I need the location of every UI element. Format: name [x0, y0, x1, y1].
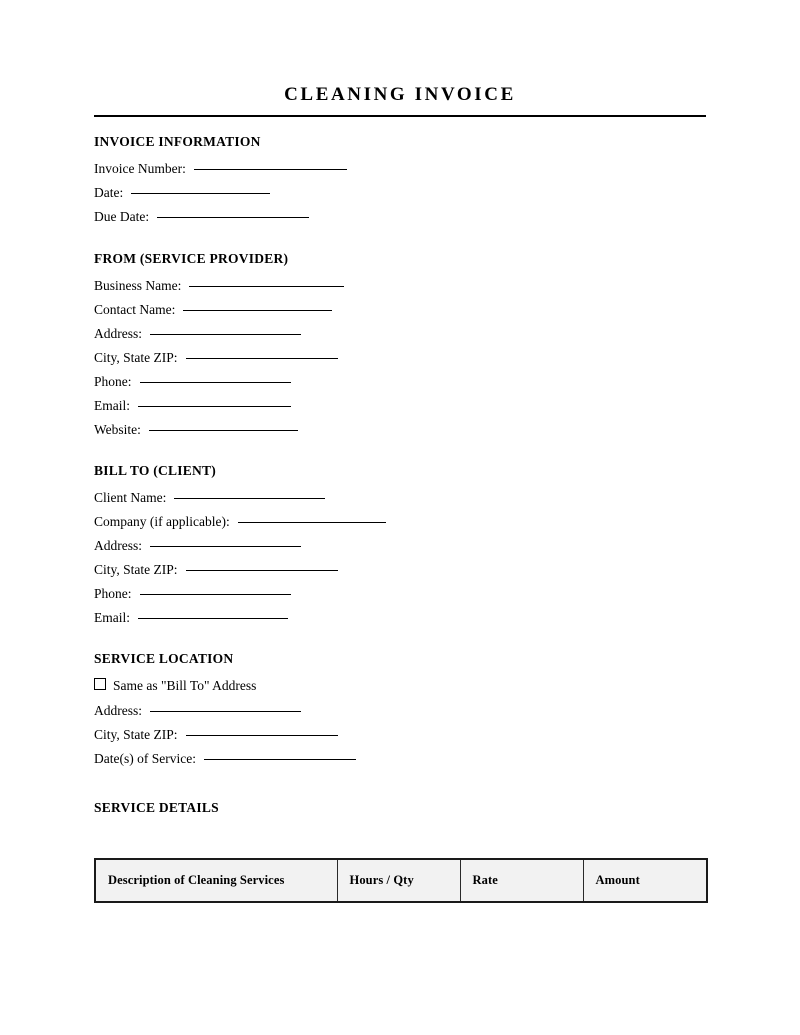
field-label: Business Name: — [94, 278, 182, 293]
field-label: Address: — [94, 538, 142, 553]
field-service-address[interactable] — [94, 702, 356, 726]
field-business-name[interactable] — [94, 277, 344, 301]
field-label: Contact Name: — [94, 302, 176, 317]
field-label: Date: — [94, 185, 124, 200]
section-service-location — [94, 650, 356, 774]
field-input-line[interactable] — [189, 286, 344, 287]
field-input-line[interactable] — [186, 570, 338, 571]
field-label: Client Name: — [94, 490, 167, 505]
field-label: Due Date: — [94, 209, 150, 224]
section-bill-to-client — [94, 462, 386, 633]
field-contact-name[interactable] — [94, 301, 344, 325]
field-input-line[interactable] — [138, 406, 291, 407]
checkbox-icon[interactable] — [94, 678, 106, 690]
field-input-line[interactable] — [186, 735, 338, 736]
field-input-line[interactable] — [238, 522, 386, 523]
table-column-header-description: Description of Cleaning Services — [95, 859, 337, 902]
checkbox-same-as-bill-to[interactable] — [94, 677, 356, 701]
field-input-line[interactable] — [157, 217, 309, 218]
field-label: Email: — [94, 610, 130, 625]
field-input-line[interactable] — [150, 334, 301, 335]
field-label: Invoice Number: — [94, 161, 186, 176]
section-from-service-provider — [94, 250, 344, 445]
field-client-phone[interactable] — [94, 585, 386, 609]
field-input-line[interactable] — [140, 594, 291, 595]
table-header-row — [95, 859, 707, 902]
field-client-address[interactable] — [94, 537, 386, 561]
checkbox-label: Same as "Bill To" Address — [113, 678, 257, 693]
service-details-table — [94, 858, 708, 903]
field-label: Address: — [94, 326, 142, 341]
field-label: Company (if applicable): — [94, 514, 230, 529]
field-client-email[interactable] — [94, 609, 386, 633]
field-input-line[interactable] — [150, 546, 301, 547]
field-label: Email: — [94, 398, 130, 413]
page-title: CLEANING INVOICE — [284, 84, 516, 105]
field-client-city-state-zip[interactable] — [94, 561, 386, 585]
field-input-line[interactable] — [183, 310, 332, 311]
field-label: City, State ZIP: — [94, 562, 178, 577]
section-invoice-information — [94, 133, 347, 232]
field-label: Website: — [94, 422, 141, 437]
field-label: City, State ZIP: — [94, 350, 178, 365]
field-input-line[interactable] — [204, 759, 356, 760]
field-label: Address: — [94, 703, 142, 718]
section-heading-service-location: SERVICE LOCATION — [94, 651, 234, 666]
field-input-line[interactable] — [149, 430, 298, 431]
table-column-header-amount: Amount — [583, 859, 707, 902]
field-from-city-state-zip[interactable] — [94, 349, 344, 373]
field-from-website[interactable] — [94, 421, 344, 445]
field-due-date[interactable] — [94, 208, 347, 232]
field-label: City, State ZIP: — [94, 727, 178, 742]
field-input-line[interactable] — [194, 169, 347, 170]
field-from-address[interactable] — [94, 325, 344, 349]
field-label: Phone: — [94, 374, 132, 389]
section-heading-from: FROM (SERVICE PROVIDER) — [94, 251, 289, 266]
field-service-city-state-zip[interactable] — [94, 726, 356, 750]
title-divider — [94, 115, 706, 117]
field-client-name[interactable] — [94, 489, 386, 513]
table-column-header-hours-qty: Hours / Qty — [337, 859, 460, 902]
field-label: Phone: — [94, 586, 132, 601]
section-heading-service-details: SERVICE DETAILS — [94, 800, 219, 815]
field-input-line[interactable] — [174, 498, 325, 499]
field-input-line[interactable] — [138, 618, 288, 619]
section-heading-invoice-information: INVOICE INFORMATION — [94, 134, 261, 149]
field-label: Date(s) of Service: — [94, 751, 196, 766]
section-heading-bill-to: BILL TO (CLIENT) — [94, 463, 217, 478]
field-from-email[interactable] — [94, 397, 344, 421]
field-invoice-number[interactable] — [94, 160, 347, 184]
section-service-details — [94, 799, 219, 826]
field-from-phone[interactable] — [94, 373, 344, 397]
table-column-header-rate: Rate — [460, 859, 583, 902]
field-input-line[interactable] — [186, 358, 338, 359]
field-date[interactable] — [94, 184, 347, 208]
field-input-line[interactable] — [140, 382, 291, 383]
field-company[interactable] — [94, 513, 386, 537]
field-input-line[interactable] — [150, 711, 301, 712]
field-input-line[interactable] — [131, 193, 270, 194]
field-dates-of-service[interactable] — [94, 750, 356, 774]
